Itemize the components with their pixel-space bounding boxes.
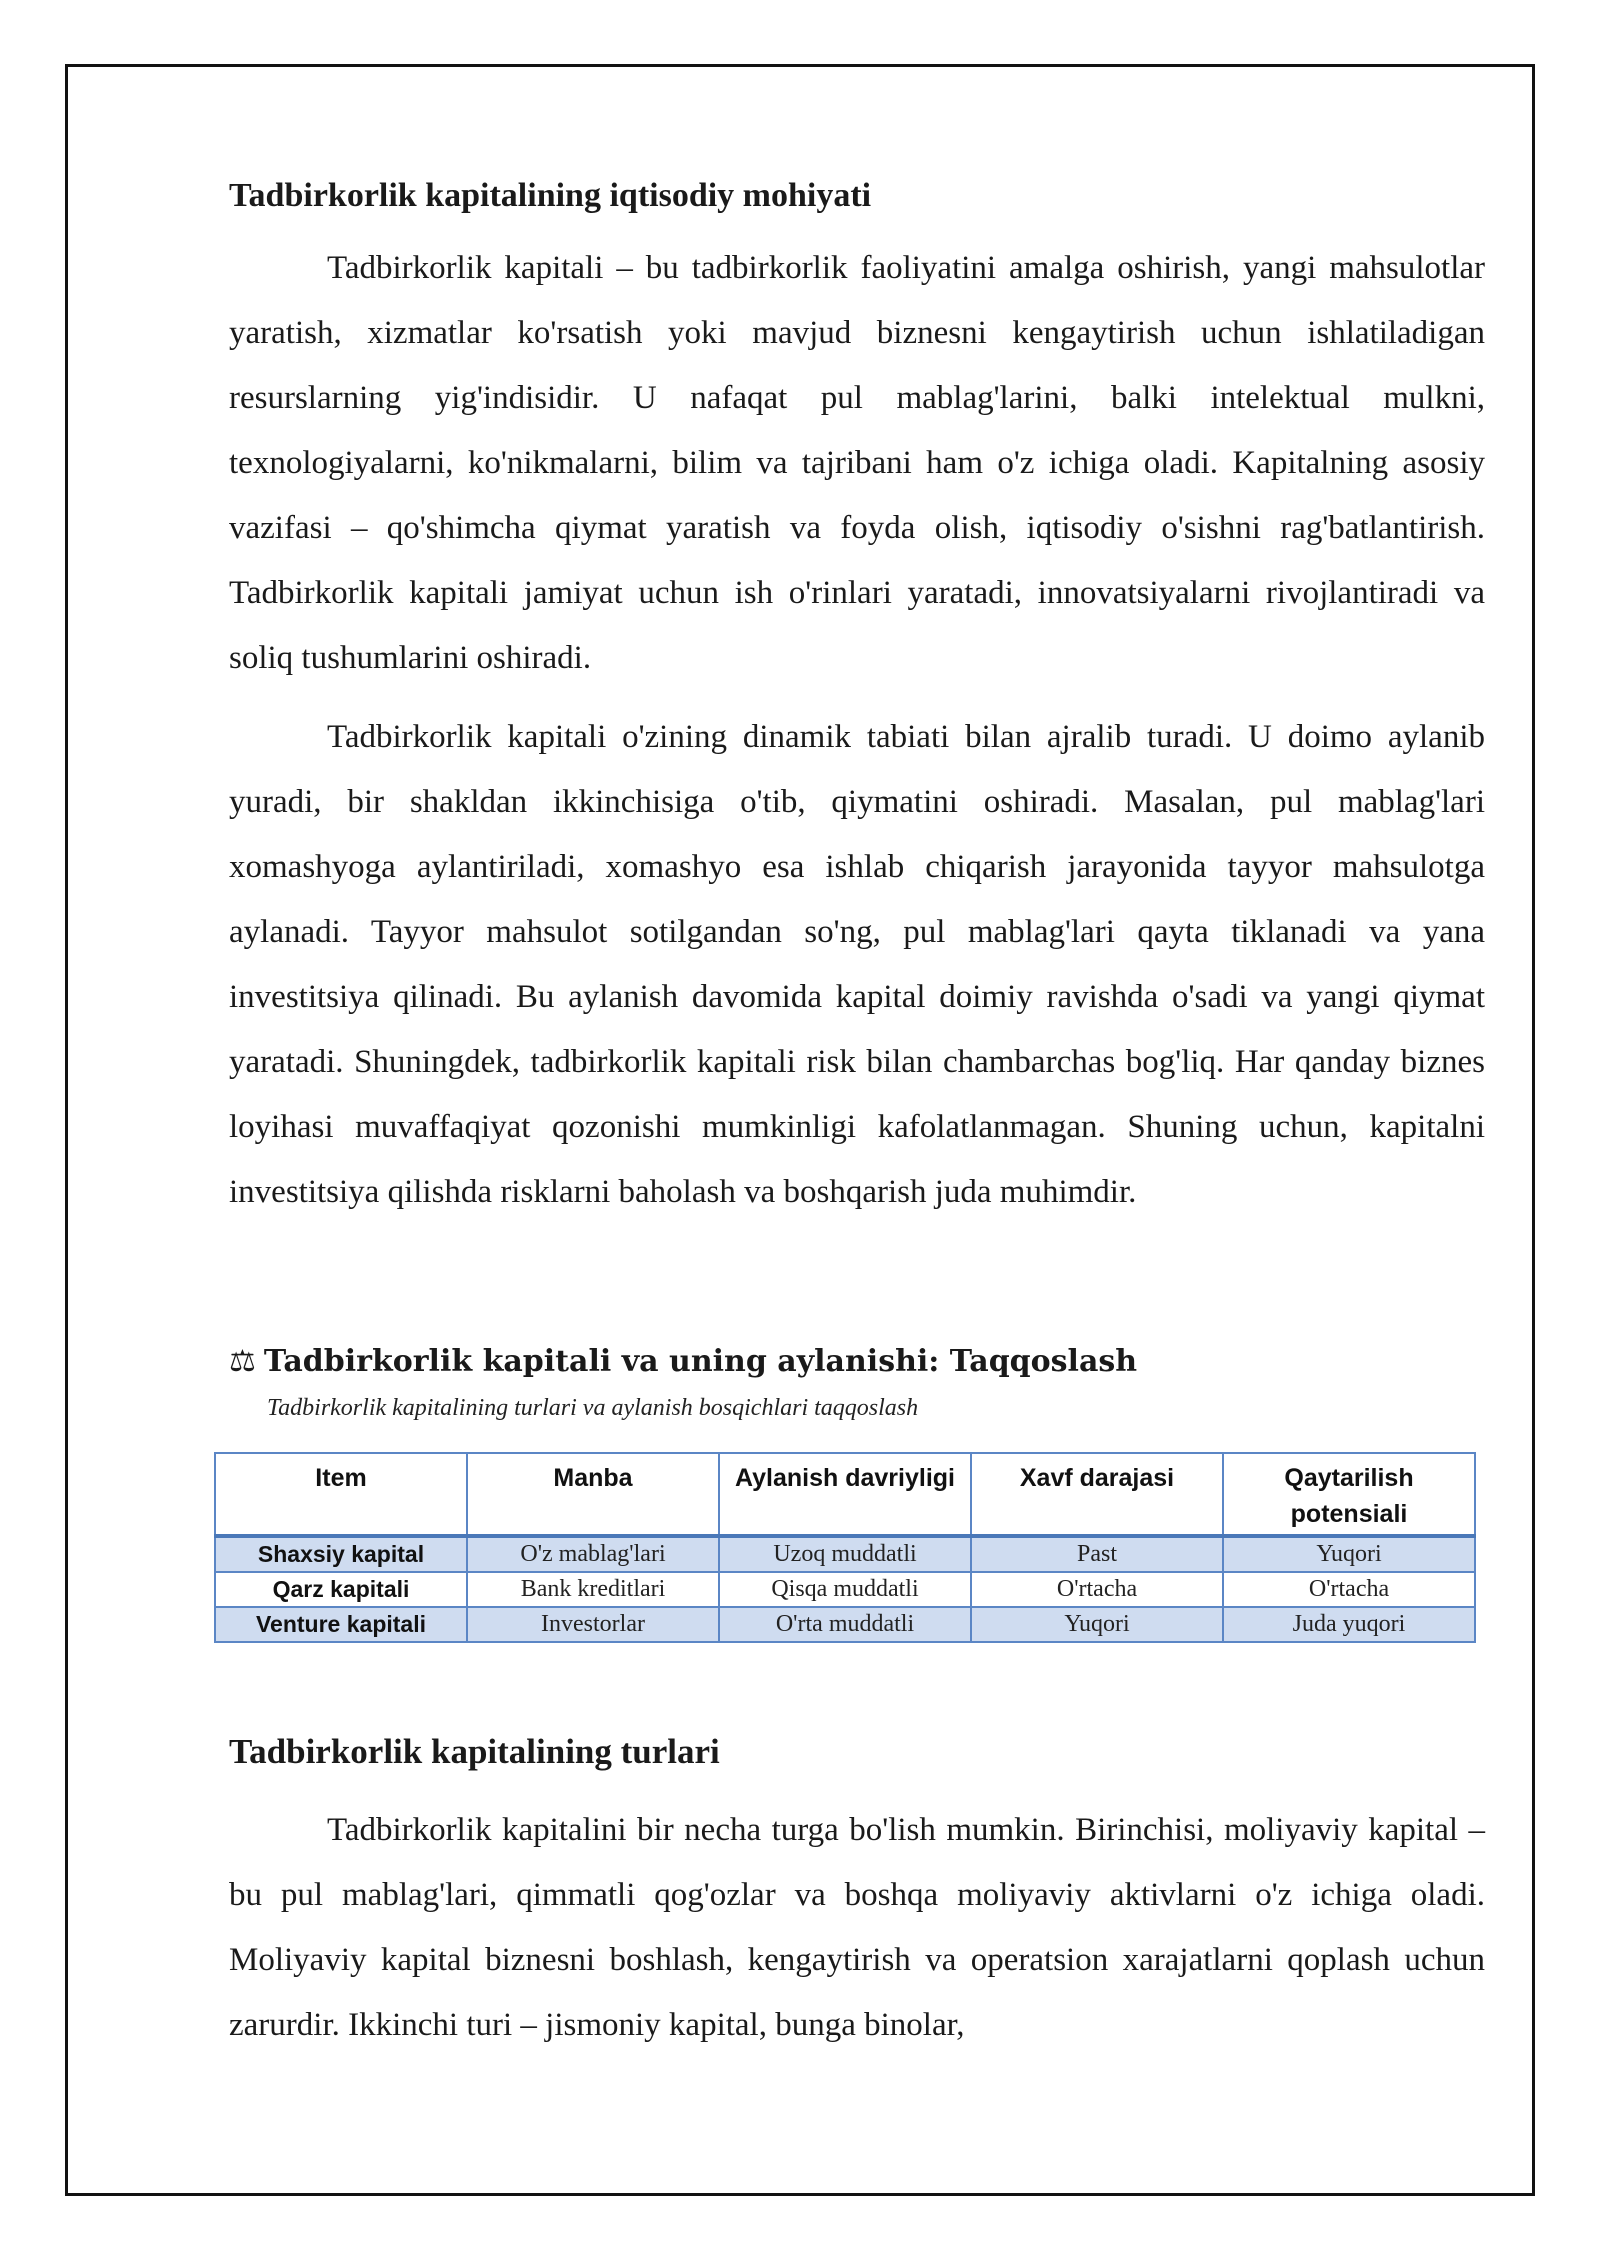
column-header: Qaytarilish potensiali (1223, 1453, 1475, 1536)
column-header: Xavf darajasi (971, 1453, 1223, 1536)
table-cell: Yuqori (971, 1607, 1223, 1642)
table-title-text: Tadbirkorlik kapitali va uning aylanishi: Taqqoslash (263, 1344, 1138, 1379)
table-cell: O'z mablag'lari (467, 1536, 719, 1572)
table-cell: O'rtacha (1223, 1572, 1475, 1607)
section-capital-types (229, 1726, 1485, 2058)
table-header-row (215, 1453, 1475, 1536)
section-heading: Tadbirkorlik kapitalining iqtisodiy mohiyati (229, 177, 872, 214)
table-row (215, 1536, 1475, 1572)
table-cell: Yuqori (1223, 1536, 1475, 1572)
paragraph: Tadbirkorlik kapitalini bir necha turga bo'lish mumkin. Birinchisi, moliyaviy kapital – bu pul mablag'lari, qimmatli qog'ozlar va boshqa moliyaviy aktivlarni o'z ichiga oladi. Moliyaviy kapital biznesni boshlash, kengaytirish va operatsion xarajatlarni qoplash uchun zarurdir. Ikkinchi turi – jismoniy kapital, bunga binolar, (229, 1812, 1485, 2043)
row-label: Venture kapitali (215, 1607, 467, 1642)
column-header: Manba (467, 1453, 719, 1536)
section-heading: Tadbirkorlik kapitalining turlari (229, 1732, 720, 1771)
scale-icon: ⚖ (229, 1344, 256, 1379)
table-cell: O'rta muddatli (719, 1607, 971, 1642)
table-cell: Investorlar (467, 1607, 719, 1642)
section-economic-essence (229, 170, 1485, 1225)
table-cell: O'rtacha (971, 1572, 1223, 1607)
paragraph: Tadbirkorlik kapitali – bu tadbirkorlik faoliyatini amalga oshirish, yangi mahsulotlar yaratish, xizmatlar ko'rsatish yoki mavjud biznesni kengaytirish uchun ishlatiladigan resurslarning yig'indisidir. U nafaqat pul mablag'larini, balki intelektual mulkni, texnologiyalarni, ko'nikmalarni, bilim va tajribani ham o'z ichiga oladi. Kapitalning asosiy vazifasi – qo'shimcha qiymat yaratish va foyda olish, iqtisodiy o'sishni rag'batlantirish. Tadbirkorlik kapitali jamiyat uchun ish o'rinlari yaratadi, innovatsiyalarni rivojlantiradi va soliq tushumlarini oshiradi. (229, 250, 1485, 676)
table-cell: Uzoq muddatli (719, 1536, 971, 1572)
paragraph: Tadbirkorlik kapitali o'zining dinamik tabiati bilan ajralib turadi. U doimo aylanib yuradi, bir shakldan ikkinchisiga o'tib, qiymatini oshiradi. Masalan, pul mablag'lari xomashyoga aylantiriladi, xomashyo esa ishlab chiqarish jarayonida tayyor mahsulotga aylanadi. Tayyor mahsulot sotilgandan so'ng, pul mablag'lari qayta tiklanadi va yana investitsiya qilinadi. Bu aylanish davomida kapital doimiy ravishda o'sadi va yangi qiymat yaratadi. Shuningdek, tadbirkorlik kapitali risk bilan chambarchas bog'liq. Har qanday biznes loyihasi muvaffaqiyat qozonishi mumkinligi kafolatlanmagan. Shuning uchun, kapitalni investitsiya qilishda risklarni baholash va boshqarish juda muhimdir. (229, 719, 1485, 1210)
row-label: Qarz kapitali (215, 1572, 467, 1607)
table-title (229, 1340, 1485, 1384)
row-label: Shaxsiy kapital (215, 1536, 467, 1572)
table-cell: Qisqa muddatli (719, 1572, 971, 1607)
column-header: Item (215, 1453, 467, 1536)
table-cell: Past (971, 1536, 1223, 1572)
table-caption: Tadbirkorlik kapitalining turlari va aylanish bosqichlari taqqoslash (267, 1395, 919, 1421)
comparison-table (214, 1452, 1476, 1643)
column-header: Aylanish davriyligi (719, 1453, 971, 1536)
table-row (215, 1607, 1475, 1642)
table-row (215, 1572, 1475, 1607)
table-cell: Bank kreditlari (467, 1572, 719, 1607)
comparison-table-block (229, 1340, 1485, 1637)
table-cell: Juda yuqori (1223, 1607, 1475, 1642)
